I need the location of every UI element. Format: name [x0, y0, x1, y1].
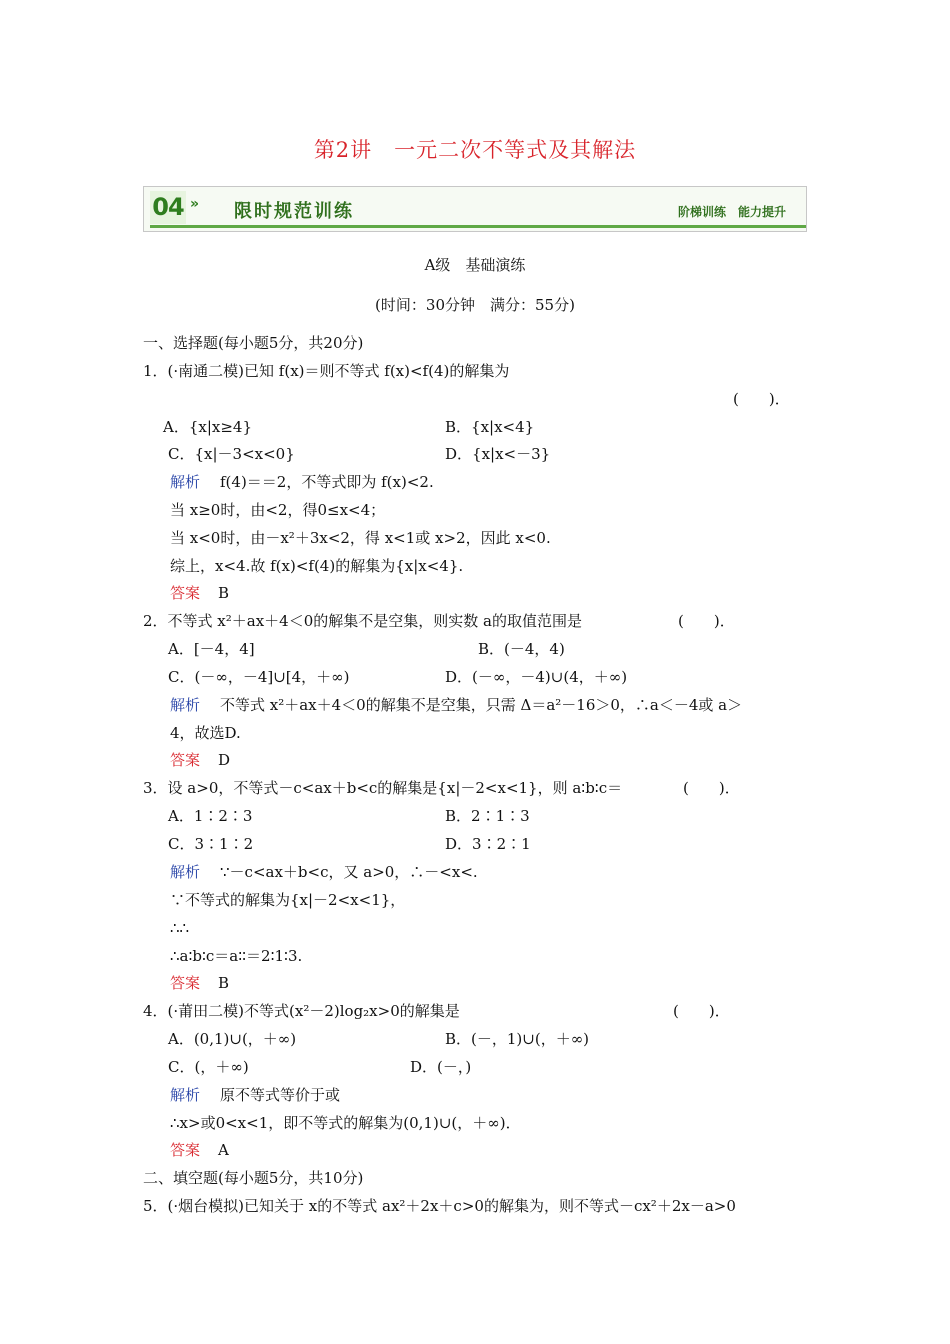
q4-stem: 4．(·莆田二模)不等式(x²－2)log₂x>0的解集是 — [143, 1002, 460, 1020]
q1-option-a: A．{x|x≥4} — [163, 418, 253, 436]
q3-stem: 3．设 a>0，不等式－c<ax＋b<c的解集是{x|－2<x<1}，则 a∶b∶c＝ — [143, 779, 623, 797]
q4-analysis-label: 解析 — [170, 1086, 201, 1104]
level-heading: A级 基础演练 — [424, 256, 526, 274]
q2-paren: ( )． — [678, 612, 735, 630]
section-banner — [143, 186, 807, 232]
q1-answer-label: 答案 — [170, 584, 201, 602]
q3-analysis-line4: ∴a∶b∶c＝a∶∶＝2∶1∶3. — [170, 947, 303, 965]
page-title: 第2讲 一元二次不等式及其解法 — [313, 138, 637, 162]
q2-answer: D — [218, 751, 231, 769]
q2-answer-label: 答案 — [170, 751, 201, 769]
q3-option-a: A．1∶2∶3 — [168, 807, 253, 825]
q4-paren: ( )． — [673, 1002, 730, 1020]
q1-analysis-line2: 当 x≥0时，由<2，得0≤x<4； — [170, 501, 386, 519]
q4-option-c: C．(，＋∞) — [168, 1058, 249, 1076]
q3-answer: B — [218, 974, 230, 992]
q3-answer-label: 答案 — [170, 974, 201, 992]
q3-analysis-line2: ∵不等式的解集为{x|－2<x<1}， — [170, 891, 406, 909]
q3-option-c: C．3∶1∶2 — [168, 835, 254, 853]
q4-option-a: A．(0,1)∪(，＋∞) — [168, 1030, 297, 1048]
q2-option-d: D．(－∞，－4)∪(4，＋∞) — [445, 668, 628, 686]
q2-stem: 2．不等式 x²＋ax＋4＜0的解集不是空集，则实数 a的取值范围是 — [143, 612, 582, 630]
q3-analysis: ∵－c<ax＋b<c，又 a>0，∴－<x<. — [220, 863, 478, 881]
q1-option-b: B．{x|x<4} — [445, 418, 535, 436]
time-info: (时间：30分钟 满分：55分) — [375, 296, 575, 314]
q2-analysis-label: 解析 — [170, 696, 201, 714]
q3-option-b: B．2∶1∶3 — [445, 807, 530, 825]
q1-paren: ( )． — [733, 390, 790, 408]
q1-analysis: f(4)＝＝2，不等式即为 f(x)<2. — [220, 473, 434, 491]
q5-stem: 5．(·烟台模拟)已知关于 x的不等式 ax²＋2x＋c>0的解集为，则不等式－cx²＋2x－a>0 — [143, 1197, 736, 1215]
q2-analysis-line2: 4，故选D. — [170, 724, 241, 742]
q1-option-c: C．{x|－3<x<0} — [168, 445, 295, 463]
q1-answer: B — [218, 584, 230, 602]
q4-analysis-line2: ∴x>或0<x<1，即不等式的解集为(0,1)∪(，＋∞)． — [170, 1114, 521, 1132]
q1-analysis-label: 解析 — [170, 473, 201, 491]
q1-analysis-line4: 综上，x<4.故 f(x)<f(4)的解集为{x|x<4}. — [170, 557, 464, 575]
q1-stem: 1．(·南通二模)已知 f(x)＝则不等式 f(x)<f(4)的解集为 — [143, 362, 510, 380]
q1-analysis-line3: 当 x<0时，由－x²＋3x<2，得 x<1或 x>2，因此 x<0. — [170, 529, 551, 547]
q4-option-d: D．(－，) — [410, 1058, 472, 1076]
q4-option-b: B．(－，1)∪(，＋∞) — [445, 1030, 590, 1048]
q3-analysis-label: 解析 — [170, 863, 201, 881]
banner-subtitle: 阶梯训练 能力提升 — [677, 205, 786, 219]
q2-analysis: 不等式 x²＋ax＋4＜0的解集不是空集，只需 Δ＝a²－16＞0，∴a＜－4或 a＞ — [220, 696, 743, 714]
q4-analysis: 原不等式等价于或 — [220, 1086, 341, 1104]
banner-underline — [150, 225, 806, 228]
q2-option-a: A．[－4，4] — [168, 640, 255, 658]
banner-label: 限时规范训练 — [234, 201, 354, 222]
section-2-heading: 二、填空题(每小题5分，共10分) — [143, 1169, 364, 1187]
banner-number: 04 — [150, 191, 186, 224]
q1-option-d: D．{x|x<－3} — [445, 445, 551, 463]
q3-option-d: D．3∶2∶1 — [445, 835, 531, 853]
section-1-heading: 一、选择题(每小题5分，共20分) — [143, 334, 364, 352]
q4-answer: A — [218, 1141, 229, 1159]
banner-arrows-icon: » — [190, 196, 200, 212]
q4-answer-label: 答案 — [170, 1141, 201, 1159]
q3-paren: ( )． — [683, 779, 740, 797]
q2-option-c: C．(－∞，－4]∪[4，＋∞) — [168, 668, 350, 686]
q3-analysis-line3: ∴∴ — [170, 919, 190, 937]
q2-option-b: B．(－4，4) — [478, 640, 565, 658]
